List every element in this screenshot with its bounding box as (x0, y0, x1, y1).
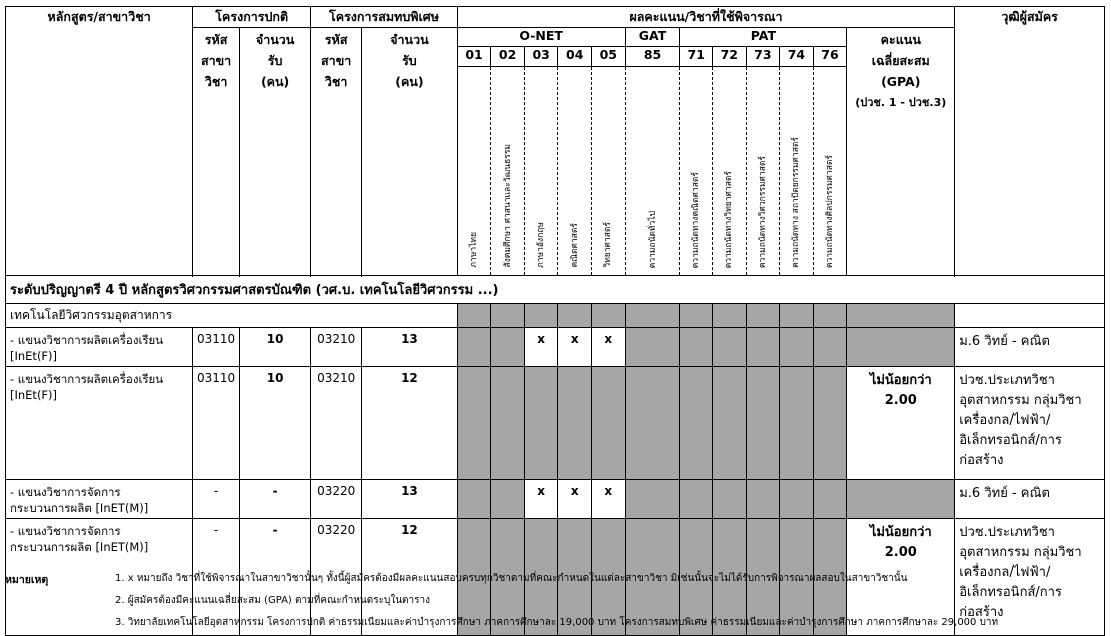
subject-name-text: ความถนัดทั่วไป (647, 210, 658, 268)
subject-code-04: 04 (558, 47, 592, 67)
header-pat: PAT (680, 28, 847, 47)
shaded-cell (780, 328, 814, 367)
qualification-line: ก่อสร้าง (959, 605, 1004, 620)
header-reg-code-2: สาขา (200, 53, 232, 68)
header-gpa-3: (GPA) (881, 74, 921, 89)
subsection-title: เทคโนโลยีวิศวกรรมอุตสาหการ (6, 304, 458, 328)
shaded-cell (746, 328, 780, 367)
sp-code-cell: 03220 (311, 480, 362, 519)
header-gpa-1: คะแนน (880, 32, 921, 47)
table-row (6, 480, 1105, 519)
header-sp-code (311, 28, 362, 276)
header-qualification-blank (955, 28, 1105, 276)
qualification-line: ม.6 วิทย์ - คณิต (959, 486, 1050, 501)
reg-code-cell: - (193, 519, 240, 636)
sp-code-cell: 03210 (311, 367, 362, 480)
subject-name-72 (713, 67, 747, 276)
header-onet: O-NET (457, 28, 625, 47)
subject-code-05: 05 (591, 47, 625, 67)
shaded-cell (591, 304, 625, 328)
reg-code-cell: - (193, 480, 240, 519)
program-line: กระบวนการผลิต [InET(M)] (10, 540, 149, 554)
shaded-cell (457, 367, 491, 480)
program-line: กระบวนการผลิต [InET(M)] (10, 501, 149, 515)
table-row (6, 367, 1105, 480)
gpa-line: ไม่น้อยกว่า (869, 373, 932, 388)
note-1: 1. x หมายถึง วิชาที่ใช้พิจารณาในสาขาวิชานั้นๆ ทั้งนี้ผู้สมัครต้องมีผลคะแนนสอบครบทุกวิชาตามที่คณะกำหนดในแต่ละสาขาวิชา มิเช่นนั้นจะไม่ได้รับการพิจารณาผลสอบในสาขาวิชานั้น (115, 573, 908, 584)
shaded-cell (680, 328, 713, 367)
gpa-line: 2.00 (884, 393, 917, 408)
header-sp-code-1: รหัส (324, 32, 348, 47)
subject-name-text: ความถนัดทางคณิตศาสตร์ (691, 171, 702, 268)
table-row (6, 328, 1105, 367)
shaded-cell (746, 304, 780, 328)
header-reg-count (240, 28, 311, 276)
subject-name-text: สังคมศึกษา ศาสนาและวัฒนธรรม (502, 144, 513, 268)
shaded-cell (780, 480, 814, 519)
mark-cell: x (591, 480, 625, 519)
sp-count-cell: 12 (362, 519, 458, 636)
mark-cell: x (591, 328, 625, 367)
shaded-cell (625, 367, 680, 480)
shaded-cell (713, 367, 747, 480)
shaded-cell (713, 480, 747, 519)
admission-table (5, 6, 1105, 636)
shaded-cell (524, 304, 558, 328)
gpa-cell (847, 367, 955, 480)
sp-code-cell: 03220 (311, 519, 362, 636)
shaded-cell (780, 367, 814, 480)
program-line: - แขนงวิชาการผลิตเครื่องเรียน (10, 372, 164, 386)
reg-count-cell: - (240, 519, 311, 636)
program-cell (6, 480, 193, 519)
qualification-line: เครื่องกล/ไฟฟ้า/ (959, 565, 1051, 580)
subject-code-76: 76 (813, 47, 847, 67)
mark-cell: x (524, 328, 558, 367)
mark-cell: x (524, 480, 558, 519)
subject-name-text: ความถนัดทางวิทยาศาสตร์ (724, 170, 735, 268)
header-program: หลักสูตร/สาขาวิชา (6, 7, 193, 28)
qualification-line: อิเล็กทรอนิกส์/การ (959, 585, 1062, 600)
qualification-line: ปวช.ประเภทวิชา (959, 373, 1055, 388)
subject-code-02: 02 (491, 47, 525, 67)
subject-name-71 (680, 67, 713, 276)
note-3: 3. วิทยาลัยเทคโนโลยีอุตสาหกรรม โครงการปกติ ค่าธรรมเนียมและค่าบำรุงการศึกษา ภาคการศึกษาละ 19,000 บาท โครงการสมทบพิเศษ ค่าธรรมเนียมและค่าบำรุงการศึกษา ภาคการศึกษาละ 29,000 บาท (115, 617, 999, 628)
sp-count-cell: 12 (362, 367, 458, 480)
qualification-line: ม.6 วิทย์ - คณิต (959, 334, 1050, 349)
shaded-cell (591, 367, 625, 480)
header-special: โครงการสมทบพิเศษ (311, 7, 458, 28)
sp-count-cell: 13 (362, 328, 458, 367)
subject-name-text: ภาษาอังกฤษ (536, 222, 547, 268)
subject-name-73 (746, 67, 780, 276)
shaded-cell (847, 480, 955, 519)
header-reg-count-3: (คน) (260, 74, 290, 89)
shaded-cell (813, 304, 847, 328)
header-reg-code (193, 28, 240, 276)
shaded-cell (847, 328, 955, 367)
reg-count-cell: - (240, 480, 311, 519)
shaded-cell (813, 328, 847, 367)
program-line: [InEt(F)] (10, 349, 58, 363)
header-gpa-2: เฉลี่ยสะสม (871, 53, 930, 68)
gpa-line: ไม่น้อยกว่า (869, 525, 932, 540)
header-reg-count-2: รับ (267, 53, 283, 68)
reg-code-cell: 03110 (193, 367, 240, 480)
subject-name-text: ความถนัดทาง สถาปัตยกรรมศาสตร์ (791, 137, 802, 268)
shaded-cell (847, 304, 955, 328)
subject-name-76 (813, 67, 847, 276)
subject-name-text: ภาษาไทย (469, 232, 480, 268)
section-title: ระดับปริญญาตรี 4 ปี หลักสูตรวิศวกรรมศาสตรบัณฑิต (วศ.บ. เทคโนโลยีวิศวกรรม ...) (6, 276, 1105, 304)
shaded-cell (558, 304, 592, 328)
shaded-cell (680, 480, 713, 519)
sp-count-cell: 13 (362, 480, 458, 519)
mark-cell: x (558, 328, 592, 367)
header-sp-count-1: จำนวน (390, 32, 429, 47)
qualification-line: เครื่องกล/ไฟฟ้า/ (959, 413, 1051, 428)
header-regular: โครงการปกติ (193, 7, 311, 28)
program-line: - แขนงวิชาการผลิตเครื่องเรียน (10, 333, 164, 347)
program-cell (6, 367, 193, 480)
shaded-cell (746, 367, 780, 480)
subject-code-71: 71 (680, 47, 713, 67)
shaded-cell (713, 328, 747, 367)
reg-code-cell: 03110 (193, 328, 240, 367)
header-gat: GAT (625, 28, 680, 47)
shaded-cell (457, 480, 491, 519)
program-line: [InEt(F)] (10, 388, 58, 402)
subject-code-74: 74 (780, 47, 814, 67)
subject-name-02 (491, 67, 525, 276)
subject-name-85 (625, 67, 680, 276)
header-sp-count (362, 28, 458, 276)
header-reg-code-3: วิชา (204, 74, 228, 89)
shaded-cell (813, 367, 847, 480)
shaded-cell (746, 480, 780, 519)
subject-name-text: ความถนัดทางศิลปกรรมศาสตร์ (825, 154, 835, 268)
qualification-line: ก่อสร้าง (959, 453, 1004, 468)
shaded-cell (625, 480, 680, 519)
subject-name-text: คณิตศาสตร์ (569, 223, 580, 268)
shaded-cell (524, 367, 558, 480)
subject-code-03: 03 (524, 47, 558, 67)
header-sp-count-3: (คน) (395, 74, 424, 89)
shaded-cell (491, 480, 525, 519)
header-scores: ผลคะแนน/วิชาที่ใช้พิจารณา (457, 7, 955, 28)
subject-name-05 (591, 67, 625, 276)
shaded-cell (680, 367, 713, 480)
header-sp-code-3: วิชา (324, 74, 348, 89)
header-sp-count-2: รับ (402, 53, 417, 68)
qualification-cell (955, 328, 1105, 367)
shaded-cell (491, 328, 525, 367)
header-gpa-4: (ปวช. 1 - ปวช.3) (855, 96, 947, 109)
program-cell (6, 328, 193, 367)
reg-count-cell: 10 (240, 367, 311, 480)
header-reg-code-1: รหัส (204, 32, 228, 47)
shaded-cell (558, 367, 592, 480)
subject-name-text: ความถนัดทางวิศวกรรมศาสตร์ (757, 155, 768, 268)
header-sp-code-2: สาขา (321, 53, 352, 68)
subject-name-74 (780, 67, 814, 276)
blank-cell (955, 304, 1105, 328)
subject-name-04 (558, 67, 592, 276)
reg-count-cell: 10 (240, 328, 311, 367)
qualification-cell (955, 480, 1105, 519)
shaded-cell (625, 304, 680, 328)
subject-name-text: วิทยาศาสตร์ (603, 222, 614, 268)
subject-code-85: 85 (625, 47, 680, 67)
subject-name-03 (524, 67, 558, 276)
header-gpa (847, 28, 955, 276)
subject-name-01 (457, 67, 491, 276)
shaded-cell (625, 328, 680, 367)
qualification-line: อิเล็กทรอนิกส์/การ (959, 433, 1062, 448)
program-line: - แขนงวิชาการจัดการ (10, 485, 121, 499)
shaded-cell (680, 304, 713, 328)
shaded-cell (713, 304, 747, 328)
shaded-cell (491, 304, 525, 328)
subject-code-72: 72 (713, 47, 747, 67)
shaded-cell (813, 480, 847, 519)
qualification-line: ปวช.ประเภทวิชา (959, 525, 1055, 540)
notes-heading: หมายเหตุ (5, 574, 49, 586)
note-2: 2. ผู้สมัครต้องมีคะแนนเฉลี่ยสะสม (GPA) ตามที่คณะกำหนดระบุในตาราง (115, 595, 431, 606)
mark-cell: x (558, 480, 592, 519)
shaded-cell (457, 304, 491, 328)
sp-code-cell: 03210 (311, 328, 362, 367)
shaded-cell (491, 367, 525, 480)
program-line: - แขนงวิชาการจัดการ (10, 524, 121, 538)
shaded-cell (457, 328, 491, 367)
header-qualification: วุฒิผู้สมัคร (955, 7, 1105, 28)
subject-code-01: 01 (457, 47, 491, 67)
gpa-line: 2.00 (884, 545, 917, 560)
qualification-line: อุตสาหกรรม กลุ่มวิชา (959, 545, 1082, 560)
shaded-cell (780, 304, 814, 328)
header-program-blank (6, 28, 193, 276)
qualification-cell (955, 367, 1105, 480)
subject-code-73: 73 (746, 47, 780, 67)
qualification-line: อุตสาหกรรม กลุ่มวิชา (959, 393, 1082, 408)
header-reg-count-1: จำนวน (255, 32, 295, 47)
